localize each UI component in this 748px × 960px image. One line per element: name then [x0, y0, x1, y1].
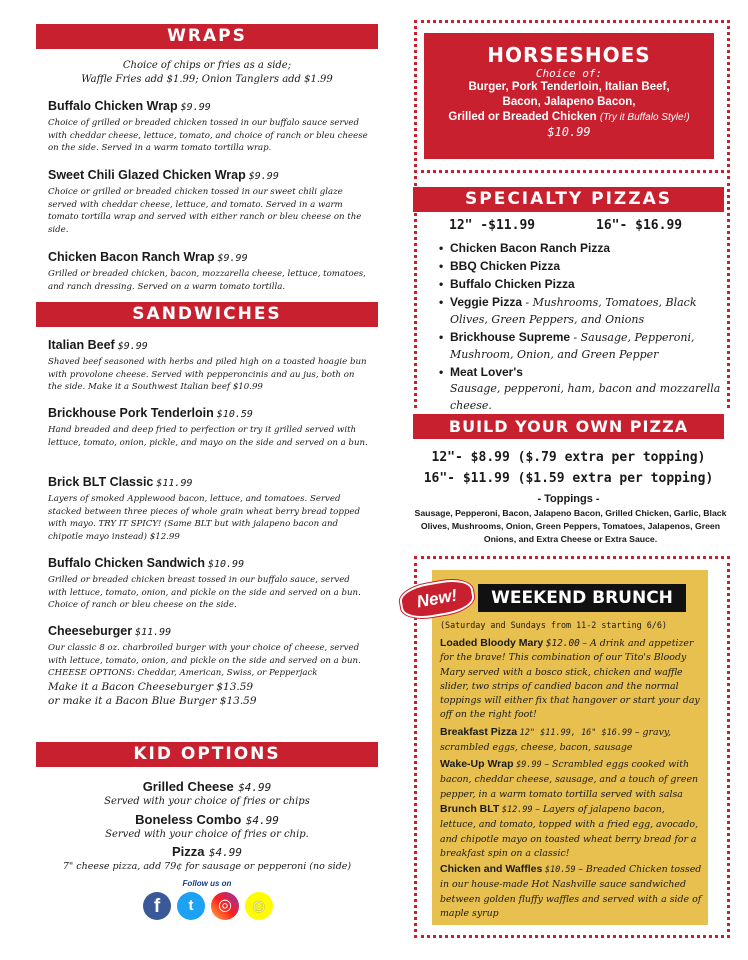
brunch-item [440, 725, 702, 755]
item-desc: Our classic 8 oz. charbroiled burger with your choice of cheese, served with lettuce, tomato, onion, and pickle on the side and served on a bun. CHEESE OPTIONS: Cheddar, American, Swiss, or Pepperjack [48, 643, 361, 679]
byo-line: 12"- $8.99 ($.79 extra per topping) [431, 450, 706, 465]
horseshoes-box [424, 33, 714, 159]
menu-item [48, 97, 368, 155]
brunch-note: (Saturday and Sundays from 11-2 starting 6/6) [440, 620, 667, 630]
brunch-name: Breakfast Pizza [440, 726, 518, 738]
wraps-header: WRAPS [36, 24, 378, 49]
item-price: $9.99 [248, 171, 279, 182]
item-price: $4.99 [208, 846, 243, 860]
brunch-item [440, 757, 702, 801]
burger-extra: or make it a Bacon Blue Burger $13.59 [48, 695, 257, 708]
item-price: $4.99 [245, 813, 279, 827]
sandwiches-header: SANDWICHES [36, 302, 378, 327]
pizza-name: Brickhouse Supreme [450, 330, 571, 344]
specialty-header: SPECIALTY PIZZAS [413, 187, 724, 212]
item-desc: Choice or grilled or breaded chicken tossed in our sweet chili glaze served with cheddar cheese, lettuce, and tomato. Served in a warm tomato tortilla wrap and served with either ranch or bleu cheese on the side. [48, 187, 362, 235]
item-name: Pizza [171, 844, 205, 860]
brunch-desc: – Scrambled eggs cooked with bacon, cheddar cheese, sausage, and a touch of green pepper, in a warm tomato tortilla served with salsa [440, 759, 699, 800]
menu-item [48, 473, 368, 543]
horseshoes-note: (Try it Buffalo Style!) [599, 112, 690, 123]
item-desc: Choice of grilled or breaded chicken tossed in our buffalo sauce served with cheddar cheese, lettuce, tomato, and choice of ranch or bleu cheese on the side. Served in a warm tomato tortilla wrap. [48, 118, 368, 154]
social-icons [143, 892, 273, 922]
pizza-item: • BBQ Chicken Pizza [439, 259, 561, 273]
horseshoes-line: Bacon, Jalapeno Bacon, [502, 96, 636, 108]
horseshoes-price: $10.99 [547, 125, 591, 139]
pizza-name: Buffalo Chicken Pizza [450, 277, 575, 291]
menu-item [48, 622, 368, 708]
kid-item [36, 778, 378, 796]
item-price: $9.99 [180, 102, 211, 113]
item-price: $11.99 [135, 627, 172, 638]
kids-list [36, 778, 378, 874]
item-name: Grilled Cheese [142, 779, 234, 794]
pizza-desc: - Mushrooms, Tomatoes, Black Olives, Green Peppers, and Onions [450, 296, 697, 326]
brunch-desc: – Breaded Chicken tossed in our house-made Hot Nashville sauce sandwiched between golden fluffy waffles and served with a side of maple syrup [440, 864, 702, 919]
wraps-intro-line: Choice of chips or fries as a side; [122, 60, 292, 71]
item-desc: Grilled or breaded chicken, bacon, mozzarella cheese, lettuce, tomatoes, and ranch dressing. Served on a warm tomato tortilla. [48, 269, 366, 292]
facebook-icon[interactable]: f [143, 892, 171, 920]
item-price: $10.59 [216, 409, 253, 420]
toppings-list: Sausage, Pepperoni, Bacon, Jalapeno Bacon, Grilled Chicken, Garlic, Black Olives, Mushrooms, Onion, Green Peppers, Tomatoes, Jalapenos, Green Onions, and Extra Cheese or Extra Sauce. [414, 508, 727, 544]
pizza-name: Meat Lover's [450, 365, 523, 379]
pizza-item: • Brickhouse Supreme - Sausage, Pepperoni, Mushroom, Onion, and Green Pepper [439, 330, 695, 361]
item-desc: Hand breaded and deep fried to perfection or try it grilled served with lettuce, tomato, onion, pickle, and mayo on the side and served on a bun. [48, 425, 368, 448]
item-desc: 7" cheese pizza, add 79¢ for sausage or pepperoni (no side) [62, 861, 352, 873]
item-name: Sweet Chili Glazed Chicken Wrap [48, 168, 246, 182]
twitter-icon[interactable]: t [177, 892, 205, 920]
item-name: Italian Beef [48, 338, 115, 352]
item-name: Buffalo Chicken Wrap [48, 99, 178, 113]
wraps-intro-line: Waffle Fries add $1.99; Onion Tanglers add $1.99 [81, 74, 333, 85]
brunch-name: Chicken and Waffles [440, 863, 543, 875]
menu-item [48, 554, 368, 612]
horseshoes-subtitle: Choice of: [535, 67, 603, 80]
item-price: $9.99 [217, 253, 248, 264]
brunch-price: $12.00 [545, 638, 580, 649]
brunch-desc: – gravy, scrambled eggs, cheese, bacon, sausage [440, 727, 671, 754]
brunch-price: $9.99 [516, 760, 542, 770]
pizza-item: • Buffalo Chicken Pizza [439, 277, 575, 291]
brunch-name: Wake-Up Wrap [440, 758, 514, 770]
pizza-item: • Veggie Pizza - Mushrooms, Tomatoes, Black Olives, Green Peppers, and Onions [439, 295, 697, 326]
brunch-price: 12" $11.99, 16" $16.99 [519, 728, 633, 738]
item-desc: Layers of smoked Applewood bacon, lettuce, and tomatoes. Served stacked between three pieces of whole grain wheat berry bread topped with mayo. TRY IT SPICY! (Same BLT but with jalapeno bacon and chipotle mayo instead) $12.99 [48, 494, 360, 542]
menu-item [48, 248, 368, 293]
brunch-price: $10.59 [544, 865, 576, 875]
item-desc: Grilled or breaded chicken breast tossed in our buffalo sauce, served with lettuce, tomato, onion, and pickle on the side and served on a bun. Choice of ranch or bleu cheese on the side. [48, 575, 361, 611]
instagram-icon[interactable]: ◎ [211, 892, 239, 920]
item-price: $10.99 [207, 559, 245, 570]
item-desc: Served with your choice of fries or chip. [105, 828, 309, 840]
horseshoes-title: HORSESHOES [487, 43, 651, 67]
specialty-price-12: 12" -$11.99 [449, 218, 536, 233]
item-desc: Shaved beef seasoned with herbs and piled high on a toasted hoagie bun with provolone cheese. Served with pepperoncinis and au jus, both on the side. Make it a Southwest Italian beef $10.99 [48, 357, 367, 393]
kid-item [36, 843, 378, 861]
toppings-label: - Toppings - [537, 493, 600, 505]
follow-label: Follow us on [182, 879, 232, 888]
item-price: $11.99 [156, 478, 193, 489]
item-name: Brickhouse Pork Tenderloin [48, 406, 214, 420]
pizza-name: BBQ Chicken Pizza [450, 259, 561, 273]
pizza-item: • Meat Lover's Sausage, pepperoni, ham, bacon and mozzarella cheese. [439, 365, 721, 412]
item-price: $9.99 [117, 341, 148, 352]
brunch-name: Loaded Bloody Mary [440, 637, 544, 649]
pizza-item: • Chicken Bacon Ranch Pizza [439, 241, 611, 255]
wraps-intro [36, 59, 378, 87]
item-name: Buffalo Chicken Sandwich [48, 556, 205, 570]
item-name: Boneless Combo [135, 811, 242, 827]
horseshoes-line [424, 110, 714, 125]
pizza-name: Chicken Bacon Ranch Pizza [450, 241, 611, 255]
horseshoes-line: Burger, Pork Tenderloin, Italian Beef, [468, 81, 670, 93]
brunch-item [440, 802, 702, 860]
snapchat-icon[interactable]: ☺ [245, 892, 273, 920]
specialty-price-16: 16"- $16.99 [596, 218, 683, 233]
horseshoes-line3: Grilled or Breaded Chicken [448, 111, 597, 123]
byo-header: BUILD YOUR OWN PIZZA [413, 414, 724, 439]
new-badge: New! [398, 576, 477, 622]
kids-header: KID OPTIONS [36, 742, 378, 767]
brunch-desc: – A drink and appetizer for the brave! This combination of our Tito's Bloody Mary served with a bosco stick, chicken and waffle slider, two strips of candied bacon and the normal toppings will either fix that hangover or start your day off on the right foot! [440, 638, 700, 721]
byo-line: 16"- $11.99 ($1.59 extra per topping) [423, 471, 714, 486]
item-name: Cheeseburger [48, 624, 133, 638]
burger-extra: Make it a Bacon Cheeseburger $13.59 [48, 680, 254, 693]
brunch-item [440, 862, 702, 920]
brunch-desc: – Layers of jalapeno bacon, lettuce, and tomato, topped with a fried egg, avocado, and chipotle mayo on toasted wheat berry bread for a breakfast spin on a classic! [440, 804, 699, 859]
pizza-desc: - Sausage, Pepperoni, Mushroom, Onion, and Green Pepper [450, 331, 695, 361]
item-desc: Served with your choice of fries or chips [104, 796, 310, 807]
brunch-price: $12.99 [501, 805, 533, 815]
brunch-name: Brunch BLT [440, 803, 500, 815]
menu-item [48, 166, 368, 236]
pizza-desc: Sausage, pepperoni, ham, bacon and mozzarella cheese. [450, 382, 721, 412]
item-name: Brick BLT Classic [48, 475, 154, 489]
brunch-item [440, 636, 702, 722]
menu-item [48, 336, 368, 394]
item-name: Chicken Bacon Ranch Wrap [48, 250, 215, 264]
pizza-name: Veggie Pizza [450, 295, 523, 309]
menu-item [48, 404, 368, 449]
brunch-header: WEEKEND BRUNCH [478, 584, 686, 612]
kid-item [36, 811, 378, 829]
item-price: $4.99 [238, 781, 272, 794]
